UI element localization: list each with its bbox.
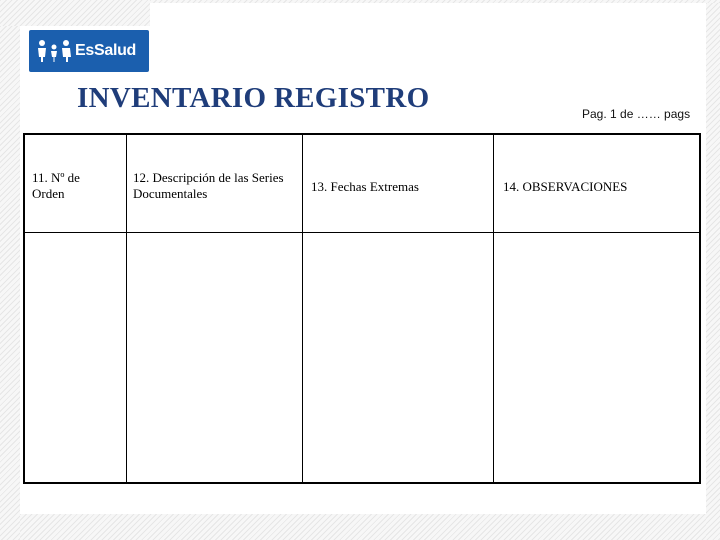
family-icon: [35, 39, 73, 63]
decorative-border-bottom: [20, 514, 706, 540]
page-title: INVENTARIO REGISTRO: [77, 82, 430, 114]
decorative-border-top-strip: [150, 0, 720, 3]
column-header-date-range: 13. Fechas Extremas: [311, 179, 419, 194]
column-divider: [493, 135, 494, 482]
decorative-border-top: [0, 0, 150, 26]
column-header-order-number: 11. Nº de Orden: [32, 170, 80, 201]
logo-text: EsSalud: [75, 42, 137, 59]
essalud-logo: [29, 30, 149, 72]
page-counter: Pag. 1 de …… pags: [582, 107, 691, 121]
header-row-divider: [25, 232, 699, 233]
column-divider: [302, 135, 303, 482]
column-header-observations: 14. OBSERVACIONES: [503, 179, 628, 194]
column-divider: [126, 135, 127, 482]
decorative-border-right: [706, 3, 720, 540]
decorative-border-left: [0, 26, 20, 540]
column-header-description: 12. Descripción de las Series Documentales: [133, 170, 284, 201]
inventory-table: [23, 133, 701, 484]
